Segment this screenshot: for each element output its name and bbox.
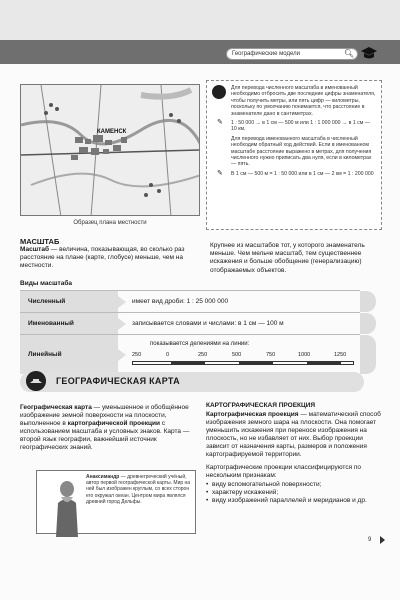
projection-heading: КАРТОГРАФИЧЕСКАЯ ПРОЕКЦИЯ bbox=[206, 402, 316, 409]
section-heading-masshtab: МАСШТАБ bbox=[20, 237, 60, 246]
section-search-field[interactable] bbox=[226, 48, 358, 60]
masshtab-note: Крупнее из масштабов тот, у которого знаменатель меньше. Чем мельче масштаб, тем существеннее искажения и больше обобщение (генерализацию) отображаемых объектов. bbox=[210, 242, 365, 274]
pencil-icon: ✎ bbox=[217, 119, 223, 127]
ruler-tick-label: 750 bbox=[266, 352, 276, 358]
graduation-cap-icon bbox=[212, 85, 226, 99]
top-bar bbox=[0, 0, 400, 40]
anaximander-name: Анаксимандр bbox=[86, 474, 120, 480]
geo-map-text-1: — уменьшенное и обобщённое изображение земной поверхности на плоскости, выполненное в bbox=[20, 404, 189, 427]
masshtab-term: Масштаб bbox=[20, 246, 49, 253]
scale-row-value: имеет вид дроби: 1 : 25 000 000 bbox=[132, 298, 229, 305]
town-plan-map bbox=[20, 84, 200, 216]
list-item: • виду вспомогательной поверхности; bbox=[206, 481, 382, 489]
ruler-segment bbox=[239, 362, 273, 364]
search-icon: 🔍︎ bbox=[343, 49, 354, 58]
geo-map-term: Географическая карта bbox=[20, 404, 92, 411]
projection-term-inline: картографической проекции bbox=[67, 420, 160, 427]
anaximander-note bbox=[86, 474, 194, 505]
explorer-hat-icon bbox=[26, 371, 46, 391]
scale-row-label bbox=[20, 335, 118, 374]
infobox-example bbox=[217, 119, 377, 133]
projection-column bbox=[206, 402, 382, 505]
next-page-arrow-icon[interactable] bbox=[380, 536, 385, 544]
projection-text: — математический способ изображения земного шара на плоскости. Она помогает уменьшить искажения при переносе изображения на плоскость, но не избавляет от них. Выбор проекции зависит от назначения карты, размеров и положения картографируемой территории. bbox=[206, 411, 381, 458]
infobox-example-text: В 1 см — 500 м = 1 : 50 000 или в 1 см — 2 км = 1 : 200 000 bbox=[231, 170, 374, 177]
list-item: • виду изображений параллелей и меридианов и др. bbox=[206, 497, 382, 505]
scale-row-value: показывается делениями на линии: bbox=[150, 341, 250, 347]
ruler-tick-label: 1000 bbox=[298, 352, 311, 358]
scale-row-linear bbox=[20, 334, 360, 374]
infobox-paragraph: Для перевода именованного масштаба в численный необходим обратный ход действий. Если в именованном масштабе расстояние выражено в метрах, для получения численного нужно приписать два нуля, если в километрах — пять. bbox=[231, 135, 372, 168]
scale-row-value: записывается словами и числами: в 1 см — 100 м bbox=[132, 320, 284, 327]
scale-row-label-text: Линейный bbox=[28, 351, 62, 358]
section-title-geo-map: ГЕОГРАФИЧЕСКАЯ КАРТА bbox=[56, 376, 180, 386]
scale-row-label bbox=[20, 313, 118, 334]
scale-row-label-text: Численный bbox=[28, 298, 66, 305]
projection-classify-intro: Картографические проекции классифицируются по нескольким признакам: bbox=[206, 464, 362, 479]
linear-scale-ruler bbox=[132, 361, 354, 365]
map-caption: Образец плана местности bbox=[73, 220, 147, 226]
ruler-tick-label: 250 bbox=[132, 352, 142, 358]
scale-row-label bbox=[20, 291, 118, 312]
ruler-tick-label: 1250 bbox=[334, 352, 347, 358]
ruler-segment bbox=[307, 362, 341, 364]
geo-map-definition bbox=[20, 404, 196, 452]
projection-criteria-list bbox=[206, 481, 382, 505]
page-number: 9 bbox=[368, 537, 372, 543]
scale-row-named bbox=[20, 312, 360, 334]
anaximander-text: — древнегреческий учёный, автор первой географической карты. Мир на ней был изображен круглым, со всех сторон его окружал океан. Центром мира являлся древний город Дельфы. bbox=[86, 474, 191, 505]
masshtab-definition bbox=[20, 246, 200, 271]
projection-definition bbox=[206, 411, 382, 459]
section-search-text: Географические модели bbox=[232, 51, 300, 57]
list-item: • характеру искажений; bbox=[206, 489, 382, 497]
infobox-example bbox=[217, 169, 377, 177]
projection-term: Картографическая проекция bbox=[206, 411, 299, 418]
scale-conversion-infobox bbox=[206, 80, 382, 230]
ruler-tick-label: 0 bbox=[166, 352, 170, 358]
infobox-example-text: 1 : 50 000 → в 1 см — 500 м или 1 : 1 000 000 → в 1 см — 10 км. bbox=[231, 120, 370, 133]
ruler-tick-label: 250 bbox=[198, 352, 208, 358]
map-drawing bbox=[21, 85, 200, 216]
ruler-segment bbox=[171, 362, 205, 364]
geo-map-text-2: с использованием масштаба и условных знаков. Карта — второй язык географии, важнейший источник географических знаний. bbox=[20, 420, 190, 451]
ruler-tick-label: 500 bbox=[232, 352, 242, 358]
scale-row-label-text: Именованный bbox=[28, 320, 74, 327]
ruler-numbers bbox=[132, 352, 354, 360]
pencil-icon: ✎ bbox=[217, 169, 223, 177]
row-end-cap bbox=[360, 335, 376, 374]
masshtab-definition-text: — величина, показывающая, во сколько раз расстояние на плане (карте, глобусе) меньше, чем на местности. bbox=[20, 246, 185, 270]
scale-types-heading: Виды масштаба bbox=[20, 280, 72, 287]
graduation-cap-icon bbox=[360, 46, 378, 60]
anaximander-portrait bbox=[52, 477, 82, 537]
infobox-paragraph: Для перевода численного масштаба в именованный необходимо отбросить две последние цифры знаменателя, чтобы получить метры, или пять цифр — километры, поскольку по умолчанию понимается, что расстояние в знаменателе дано в сантиметрах. bbox=[231, 85, 376, 117]
map-town-label: КАМЕНСК bbox=[97, 129, 127, 135]
scale-row-numeric bbox=[20, 290, 360, 312]
